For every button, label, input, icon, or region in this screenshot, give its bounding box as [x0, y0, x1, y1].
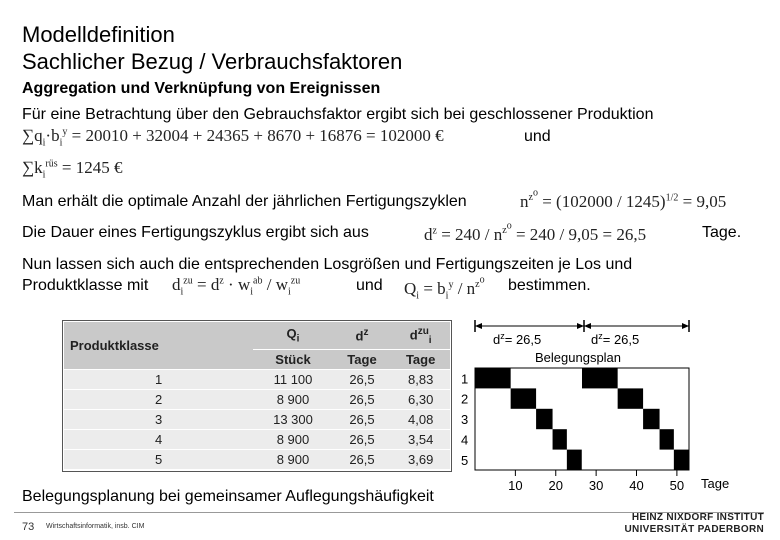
- col-header-dz-base: d: [355, 328, 364, 344]
- optimal-text: Man erhält die optimale Anzahl der jährlichen Fertigungszyklen: [22, 193, 467, 210]
- gantt-block: [475, 368, 511, 388]
- gantt-block: [618, 388, 643, 408]
- gantt-block: [674, 450, 689, 470]
- course-name: Wirtschaftsinformatik, insb. CIM: [46, 523, 145, 530]
- brand-line2: UNIVERSITÄT PADERBORN: [624, 524, 764, 535]
- arrow-left-1: [475, 323, 482, 329]
- col-header-q-base: Q: [286, 326, 297, 342]
- lot-formula-q: $Q_i = b_i^y / n^{z^o}$: [404, 275, 485, 302]
- gantt-block: [660, 429, 674, 449]
- unit-tage-dz: Tage: [333, 350, 392, 370]
- formula1-rhs: = 20010 + 32004 + 24365 + 8670 + 16876 = 102000 €: [71, 126, 444, 145]
- gantt-tick-label: 50: [669, 478, 685, 493]
- arrow-right-1: [577, 323, 584, 329]
- cell-q: 11 100: [253, 370, 332, 390]
- duration-unit: Tage.: [702, 224, 742, 241]
- cell-dz: 26,5: [333, 430, 392, 450]
- gantt-axis: [508, 470, 729, 493]
- belegungsplan-chart: [455, 312, 770, 497]
- col-header-dzu-sup: zu: [417, 325, 429, 337]
- table-row: [64, 390, 450, 410]
- brand-line1: HEINZ NIXDORF INSTITUT: [631, 512, 764, 523]
- page-number: 73: [22, 521, 35, 533]
- gantt-block: [643, 409, 659, 429]
- table-row: [64, 370, 450, 390]
- lot-formula-d: $d_i^{zu} = d^z \cdot w_i^{ab} / w_i^{zu}$: [172, 275, 301, 298]
- cell-class: 1: [64, 370, 253, 390]
- cell-dzu: 6,30: [391, 390, 450, 410]
- page-title-line2: Sachlicher Bezug / Verbrauchsfaktoren: [22, 49, 403, 74]
- cell-class: 2: [64, 390, 253, 410]
- cell-q: 13 300: [253, 410, 332, 430]
- gantt-block: [536, 409, 552, 429]
- gantt-static: [475, 320, 689, 470]
- table-row: [64, 430, 450, 450]
- gantt-tick-label: 10: [508, 478, 523, 493]
- gantt-tick-label: 40: [629, 478, 644, 493]
- cell-class: 3: [64, 410, 253, 430]
- col-header-q-sub: i: [296, 333, 300, 345]
- duration-text: Die Dauer eines Fertigungszyklus ergibt sich aus: [22, 224, 369, 241]
- lot-text-line1: Nun lassen sich auch die entsprechenden Losgrößen und Fertigungszeiten je Los und: [22, 256, 633, 273]
- cell-dzu: 3,69: [391, 450, 450, 470]
- col-header-produktklasse: Produktklasse: [64, 322, 253, 370]
- cell-class: 5: [64, 450, 253, 470]
- formula2-rhs: = 1245 €: [61, 158, 123, 177]
- col-header-q: [253, 322, 332, 350]
- cell-q: 8 900: [253, 390, 332, 410]
- gantt-block: [553, 429, 567, 449]
- cell-class: 4: [64, 430, 253, 450]
- gantt-block: [582, 368, 618, 388]
- unit-tage-dzu: Tage: [391, 350, 450, 370]
- cell-dz: 26,5: [333, 410, 392, 430]
- page-subtitle: Aggregation und Verknüpfung von Ereignissen: [22, 80, 381, 97]
- gantt-tick-label: 20: [548, 478, 563, 493]
- optimal-result: = 9,05: [682, 191, 727, 211]
- cell-dz: 26,5: [333, 450, 392, 470]
- gantt-row-label: 3: [461, 412, 469, 428]
- gantt-blocks: [475, 368, 689, 470]
- formula1-and: und: [524, 128, 551, 145]
- formula-sum-k: $\sum k_i^{rüs} = 1245$ €: [22, 158, 123, 181]
- lot-end: bestimmen.: [508, 277, 591, 294]
- gantt-block: [567, 450, 582, 470]
- lot-and: und: [356, 277, 383, 294]
- lot-text-line2: Produktklasse mit: [22, 277, 149, 294]
- gantt-row-label: 1: [461, 371, 469, 387]
- gantt-title: Belegungsplan: [535, 350, 622, 365]
- chart-caption: Belegungsplanung bei gemeinsamer Auflegungshäufigkeit: [22, 488, 434, 505]
- cell-q: 8 900: [253, 450, 332, 470]
- product-table: [64, 322, 450, 469]
- cell-dzu: 3,54: [391, 430, 450, 450]
- optimal-formula-body: = (102000 / 1245): [542, 191, 666, 211]
- col-header-dzu-sub: i: [428, 334, 432, 346]
- col-header-dz-sup: z: [363, 327, 369, 339]
- formula1-lhs: ∑q: [22, 126, 43, 145]
- col-header-dzu: [391, 322, 450, 350]
- formula2-lhs: ∑k: [22, 158, 43, 177]
- duration-formula: $d^z = 240 / n^{z^o} = 240 / 9,05 = 26,5$: [424, 221, 647, 244]
- duration-formula-a: = 240 / n: [441, 224, 503, 244]
- gantt-row-label: 4: [461, 432, 469, 448]
- intro-text: Für eine Betrachtung über den Gebrauchsfaktor ergibt sich bei geschlossener Produktion: [22, 106, 654, 123]
- optimal-exp: 1/2: [665, 192, 679, 204]
- table-row: [64, 410, 450, 430]
- page-title-line1: Modelldefinition: [22, 22, 175, 47]
- gantt-row-labels: [461, 371, 468, 468]
- col-header-dzu-base: d: [409, 326, 418, 342]
- arrow-right-2: [682, 323, 689, 329]
- arrow-left-2: [584, 323, 591, 329]
- cell-dz: 26,5: [333, 390, 392, 410]
- cell-q: 8 900: [253, 430, 332, 450]
- optimal-formula: $n^{z^o} = (102000 / 1245)^{1/2} = 9,05$: [520, 188, 727, 211]
- gantt-axis-unit: Tage: [701, 476, 730, 491]
- formula-sum-qb: $\sum q_i\cdot b_i^y = 20010 + 32004 + 24365 + 8670 + 16876 = 102000$ €: [22, 126, 444, 149]
- unit-stueck: Stück: [253, 350, 332, 370]
- cell-dz: 26,5: [333, 370, 392, 390]
- duration-formula-b: = 240 / 9,05 = 26,5: [515, 224, 647, 244]
- cell-dzu: 8,83: [391, 370, 450, 390]
- gantt-tick-label: 30: [588, 478, 604, 493]
- gantt-row-label: 5: [461, 452, 469, 468]
- gantt-block: [511, 388, 536, 408]
- label-dz-right: $d^z= 26,5$: [591, 331, 640, 347]
- table-header-row: [64, 322, 450, 350]
- col-header-dz: [333, 322, 392, 350]
- gantt-row-label: 2: [461, 391, 469, 407]
- cell-dzu: 4,08: [391, 410, 450, 430]
- table-row: [64, 450, 450, 470]
- label-dz-left: $d^z= 26,5$: [493, 331, 542, 347]
